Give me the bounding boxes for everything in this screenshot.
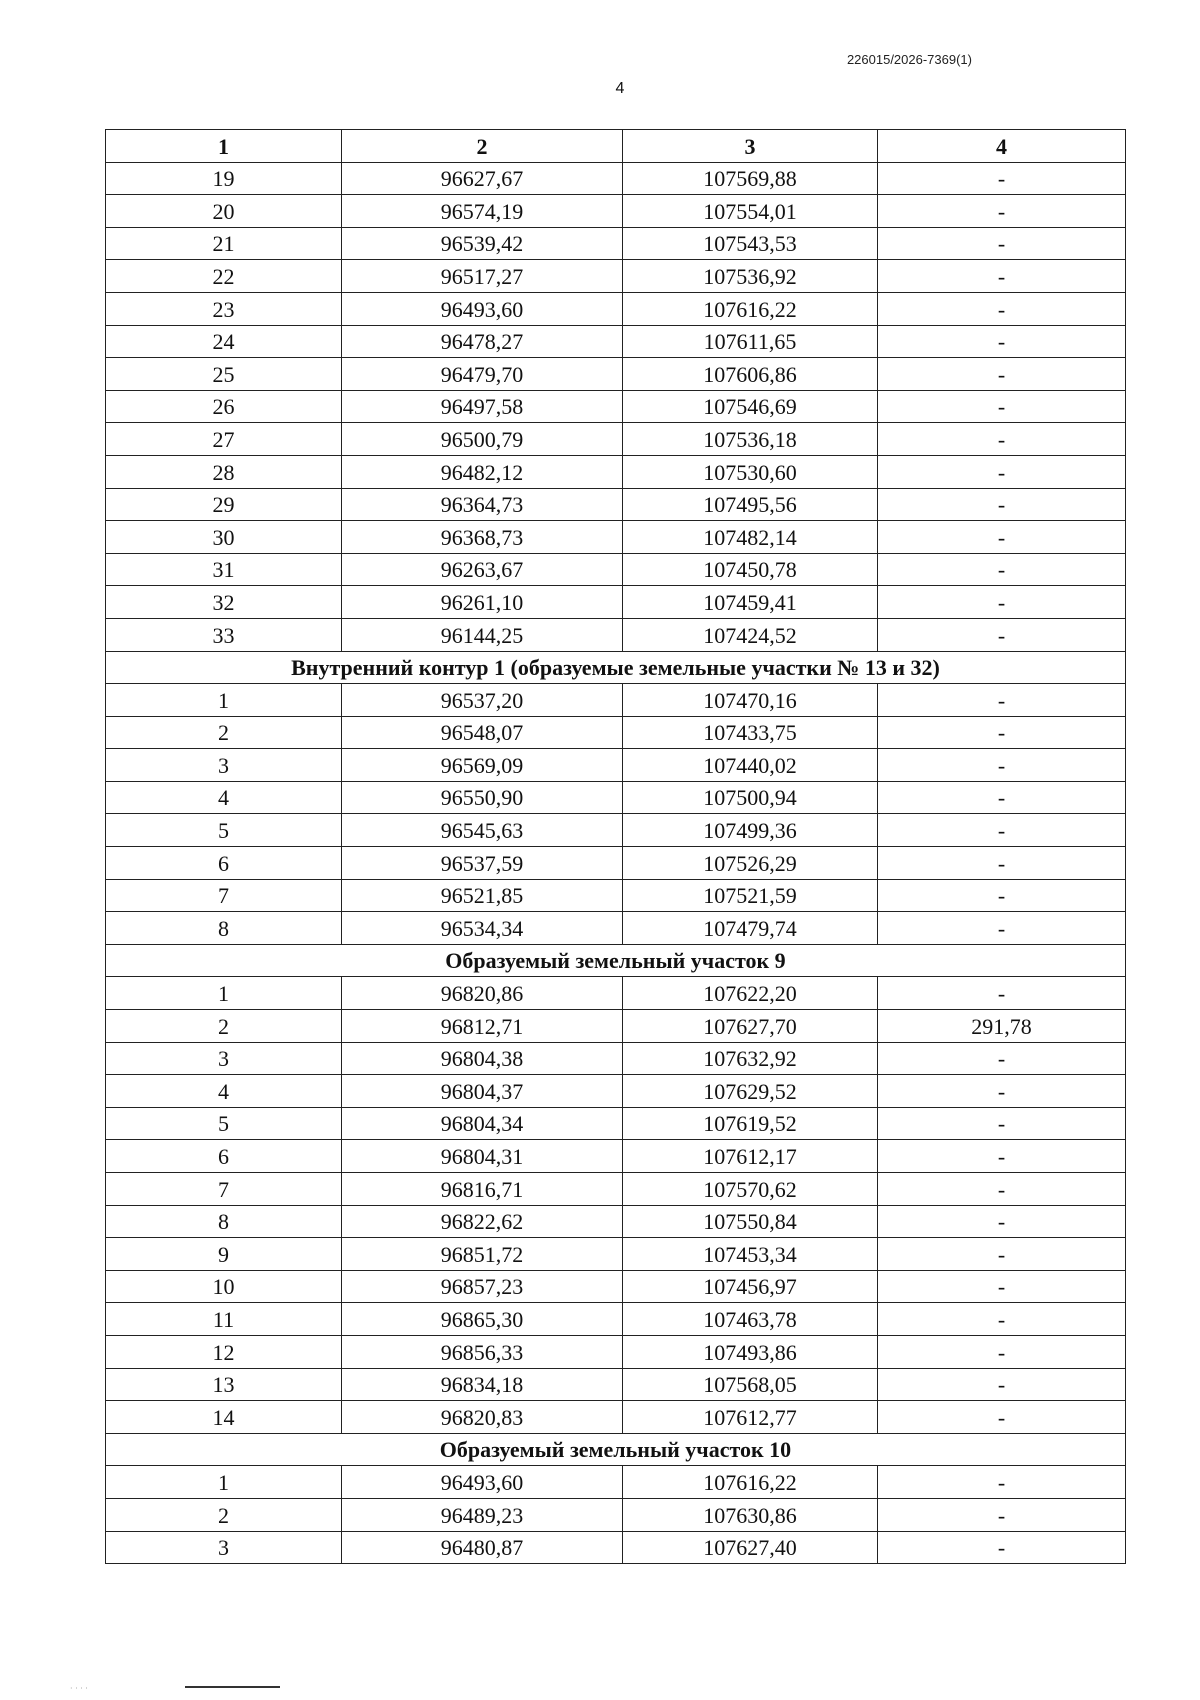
distance-cell: - (878, 325, 1126, 358)
x-coordinate-cell: 96548,07 (342, 716, 623, 749)
x-coordinate-cell: 96493,60 (342, 292, 623, 325)
point-number-cell: 11 (106, 1303, 342, 1336)
x-coordinate-cell: 96493,60 (342, 1466, 623, 1499)
y-coordinate-cell: 107543,53 (623, 227, 878, 260)
table-row (106, 195, 1126, 228)
y-coordinate-cell: 107499,36 (623, 814, 878, 847)
y-coordinate-cell: 107536,18 (623, 423, 878, 456)
table-row (106, 455, 1126, 488)
table-row (106, 749, 1126, 782)
distance-cell: - (878, 1401, 1126, 1434)
y-coordinate-cell: 107612,17 (623, 1140, 878, 1173)
distance-cell: - (878, 1238, 1126, 1271)
x-coordinate-cell: 96500,79 (342, 423, 623, 456)
point-number-cell: 32 (106, 586, 342, 619)
distance-cell: - (878, 1270, 1126, 1303)
y-coordinate-cell: 107450,78 (623, 553, 878, 586)
point-number-cell: 9 (106, 1238, 342, 1271)
x-coordinate-cell: 96569,09 (342, 749, 623, 782)
x-coordinate-cell: 96144,25 (342, 618, 623, 651)
y-coordinate-cell: 107606,86 (623, 358, 878, 391)
x-coordinate-cell: 96534,34 (342, 912, 623, 945)
y-coordinate-cell: 107570,62 (623, 1173, 878, 1206)
footer-line (185, 1686, 280, 1688)
table-row (106, 912, 1126, 945)
table-body (106, 162, 1126, 1564)
point-number-cell: 3 (106, 749, 342, 782)
distance-cell: - (878, 227, 1126, 260)
section-title: Внутренний контур 1 (образуемые земельные участки № 13 и 32) (106, 651, 1126, 684)
x-coordinate-cell: 96804,31 (342, 1140, 623, 1173)
table-row (106, 1238, 1126, 1271)
y-coordinate-cell: 107424,52 (623, 618, 878, 651)
y-coordinate-cell: 107456,97 (623, 1270, 878, 1303)
y-coordinate-cell: 107433,75 (623, 716, 878, 749)
point-number-cell: 5 (106, 1107, 342, 1140)
y-coordinate-cell: 107500,94 (623, 781, 878, 814)
point-number-cell: 6 (106, 1140, 342, 1173)
x-coordinate-cell: 96263,67 (342, 553, 623, 586)
x-coordinate-cell: 96820,83 (342, 1401, 623, 1434)
y-coordinate-cell: 107611,65 (623, 325, 878, 358)
x-coordinate-cell: 96261,10 (342, 586, 623, 619)
table-header-row (106, 130, 1126, 163)
point-number-cell: 5 (106, 814, 342, 847)
x-coordinate-cell: 96521,85 (342, 879, 623, 912)
x-coordinate-cell: 96812,71 (342, 1010, 623, 1043)
point-number-cell: 1 (106, 684, 342, 717)
point-number-cell: 30 (106, 521, 342, 554)
point-number-cell: 21 (106, 227, 342, 260)
table-row (106, 1075, 1126, 1108)
table-row (106, 162, 1126, 195)
y-coordinate-cell: 107630,86 (623, 1498, 878, 1531)
point-number-cell: 23 (106, 292, 342, 325)
table-row (106, 1531, 1126, 1564)
x-coordinate-cell: 96804,38 (342, 1042, 623, 1075)
y-coordinate-cell: 107627,70 (623, 1010, 878, 1043)
point-number-cell: 25 (106, 358, 342, 391)
table-row (106, 325, 1126, 358)
table-row (106, 553, 1126, 586)
x-coordinate-cell: 96364,73 (342, 488, 623, 521)
distance-cell: - (878, 1107, 1126, 1140)
y-coordinate-cell: 107616,22 (623, 1466, 878, 1499)
distance-cell: - (878, 912, 1126, 945)
y-coordinate-cell: 107453,34 (623, 1238, 878, 1271)
point-number-cell: 22 (106, 260, 342, 293)
point-number-cell: 1 (106, 1466, 342, 1499)
table-row (106, 260, 1126, 293)
table-row (106, 423, 1126, 456)
point-number-cell: 8 (106, 1205, 342, 1238)
x-coordinate-cell: 96857,23 (342, 1270, 623, 1303)
table-row (106, 618, 1126, 651)
point-number-cell: 14 (106, 1401, 342, 1434)
x-coordinate-cell: 96489,23 (342, 1498, 623, 1531)
table-row (106, 1303, 1126, 1336)
distance-cell: - (878, 1140, 1126, 1173)
section-header-row (106, 651, 1126, 684)
y-coordinate-cell: 107627,40 (623, 1531, 878, 1564)
x-coordinate-cell: 96478,27 (342, 325, 623, 358)
scan-artifact: · · · · (70, 1684, 88, 1693)
distance-cell: - (878, 814, 1126, 847)
point-number-cell: 4 (106, 1075, 342, 1108)
point-number-cell: 33 (106, 618, 342, 651)
table-row (106, 358, 1126, 391)
distance-cell: - (878, 684, 1126, 717)
x-coordinate-cell: 96517,27 (342, 260, 623, 293)
point-number-cell: 12 (106, 1335, 342, 1368)
coordinates-table (105, 129, 1126, 1564)
point-number-cell: 2 (106, 716, 342, 749)
distance-cell: - (878, 1205, 1126, 1238)
y-coordinate-cell: 107495,56 (623, 488, 878, 521)
distance-cell: - (878, 716, 1126, 749)
table-row (106, 977, 1126, 1010)
column-header: 4 (878, 130, 1126, 163)
distance-cell: - (878, 1466, 1126, 1499)
section-title: Образуемый земельный участок 9 (106, 944, 1126, 977)
point-number-cell: 13 (106, 1368, 342, 1401)
table-row (106, 586, 1126, 619)
table-row (106, 716, 1126, 749)
distance-cell: - (878, 847, 1126, 880)
column-header: 1 (106, 130, 342, 163)
y-coordinate-cell: 107569,88 (623, 162, 878, 195)
distance-cell: - (878, 1303, 1126, 1336)
x-coordinate-cell: 96834,18 (342, 1368, 623, 1401)
distance-cell: - (878, 1531, 1126, 1564)
point-number-cell: 6 (106, 847, 342, 880)
distance-cell: - (878, 1075, 1126, 1108)
table-row (106, 684, 1126, 717)
distance-cell: - (878, 358, 1126, 391)
x-coordinate-cell: 96856,33 (342, 1335, 623, 1368)
distance-cell: - (878, 618, 1126, 651)
point-number-cell: 3 (106, 1531, 342, 1564)
table-row (106, 781, 1126, 814)
distance-cell: - (878, 749, 1126, 782)
table-row (106, 1270, 1126, 1303)
y-coordinate-cell: 107463,78 (623, 1303, 878, 1336)
point-number-cell: 27 (106, 423, 342, 456)
distance-cell: - (878, 1335, 1126, 1368)
distance-cell: - (878, 1173, 1126, 1206)
distance-cell: - (878, 521, 1126, 554)
y-coordinate-cell: 107616,22 (623, 292, 878, 325)
point-number-cell: 2 (106, 1010, 342, 1043)
distance-cell: - (878, 455, 1126, 488)
point-number-cell: 20 (106, 195, 342, 228)
table-row (106, 1042, 1126, 1075)
distance-cell: - (878, 1042, 1126, 1075)
point-number-cell: 29 (106, 488, 342, 521)
y-coordinate-cell: 107550,84 (623, 1205, 878, 1238)
point-number-cell: 28 (106, 455, 342, 488)
table-row (106, 227, 1126, 260)
point-number-cell: 4 (106, 781, 342, 814)
distance-cell: - (878, 423, 1126, 456)
y-coordinate-cell: 107479,74 (623, 912, 878, 945)
x-coordinate-cell: 96539,42 (342, 227, 623, 260)
point-number-cell: 8 (106, 912, 342, 945)
point-number-cell: 3 (106, 1042, 342, 1075)
distance-cell: 291,78 (878, 1010, 1126, 1043)
x-coordinate-cell: 96820,86 (342, 977, 623, 1010)
x-coordinate-cell: 96479,70 (342, 358, 623, 391)
table-row (106, 1498, 1126, 1531)
y-coordinate-cell: 107612,77 (623, 1401, 878, 1434)
x-coordinate-cell: 96804,37 (342, 1075, 623, 1108)
y-coordinate-cell: 107470,16 (623, 684, 878, 717)
x-coordinate-cell: 96865,30 (342, 1303, 623, 1336)
y-coordinate-cell: 107546,69 (623, 390, 878, 423)
table-row (106, 1010, 1126, 1043)
y-coordinate-cell: 107629,52 (623, 1075, 878, 1108)
y-coordinate-cell: 107568,05 (623, 1368, 878, 1401)
table-row (106, 1466, 1126, 1499)
y-coordinate-cell: 107530,60 (623, 455, 878, 488)
y-coordinate-cell: 107622,20 (623, 977, 878, 1010)
point-number-cell: 31 (106, 553, 342, 586)
table-row (106, 1205, 1126, 1238)
section-title: Образуемый земельный участок 10 (106, 1433, 1126, 1466)
distance-cell: - (878, 260, 1126, 293)
y-coordinate-cell: 107554,01 (623, 195, 878, 228)
x-coordinate-cell: 96537,59 (342, 847, 623, 880)
table-row (106, 390, 1126, 423)
distance-cell: - (878, 292, 1126, 325)
y-coordinate-cell: 107521,59 (623, 879, 878, 912)
page-number: 4 (615, 80, 625, 97)
document-id: 226015/2026-7369(1) (846, 52, 972, 67)
table-row (106, 1401, 1126, 1434)
distance-cell: - (878, 553, 1126, 586)
point-number-cell: 2 (106, 1498, 342, 1531)
point-number-cell: 10 (106, 1270, 342, 1303)
x-coordinate-cell: 96816,71 (342, 1173, 623, 1206)
table-row (106, 1335, 1126, 1368)
distance-cell: - (878, 488, 1126, 521)
distance-cell: - (878, 781, 1126, 814)
x-coordinate-cell: 96368,73 (342, 521, 623, 554)
x-coordinate-cell: 96497,58 (342, 390, 623, 423)
table-row (106, 879, 1126, 912)
y-coordinate-cell: 107440,02 (623, 749, 878, 782)
x-coordinate-cell: 96804,34 (342, 1107, 623, 1140)
x-coordinate-cell: 96851,72 (342, 1238, 623, 1271)
table-row (106, 847, 1126, 880)
distance-cell: - (878, 390, 1126, 423)
table-row (106, 521, 1126, 554)
table-row (106, 292, 1126, 325)
x-coordinate-cell: 96537,20 (342, 684, 623, 717)
table-row (106, 1173, 1126, 1206)
distance-cell: - (878, 879, 1126, 912)
x-coordinate-cell: 96480,87 (342, 1531, 623, 1564)
table-row (106, 488, 1126, 521)
distance-cell: - (878, 977, 1126, 1010)
distance-cell: - (878, 1368, 1126, 1401)
point-number-cell: 7 (106, 1173, 342, 1206)
x-coordinate-cell: 96545,63 (342, 814, 623, 847)
table-row (106, 1368, 1126, 1401)
distance-cell: - (878, 195, 1126, 228)
distance-cell: - (878, 1498, 1126, 1531)
table-row (106, 814, 1126, 847)
point-number-cell: 1 (106, 977, 342, 1010)
x-coordinate-cell: 96482,12 (342, 455, 623, 488)
column-header: 3 (623, 130, 878, 163)
column-header: 2 (342, 130, 623, 163)
distance-cell: - (878, 162, 1126, 195)
y-coordinate-cell: 107619,52 (623, 1107, 878, 1140)
y-coordinate-cell: 107526,29 (623, 847, 878, 880)
table-row (106, 1140, 1126, 1173)
table-row (106, 1107, 1126, 1140)
section-header-row (106, 944, 1126, 977)
y-coordinate-cell: 107493,86 (623, 1335, 878, 1368)
x-coordinate-cell: 96627,67 (342, 162, 623, 195)
point-number-cell: 26 (106, 390, 342, 423)
y-coordinate-cell: 107632,92 (623, 1042, 878, 1075)
point-number-cell: 24 (106, 325, 342, 358)
y-coordinate-cell: 107459,41 (623, 586, 878, 619)
section-header-row (106, 1433, 1126, 1466)
y-coordinate-cell: 107536,92 (623, 260, 878, 293)
x-coordinate-cell: 96574,19 (342, 195, 623, 228)
point-number-cell: 7 (106, 879, 342, 912)
distance-cell: - (878, 586, 1126, 619)
y-coordinate-cell: 107482,14 (623, 521, 878, 554)
x-coordinate-cell: 96822,62 (342, 1205, 623, 1238)
point-number-cell: 19 (106, 162, 342, 195)
x-coordinate-cell: 96550,90 (342, 781, 623, 814)
